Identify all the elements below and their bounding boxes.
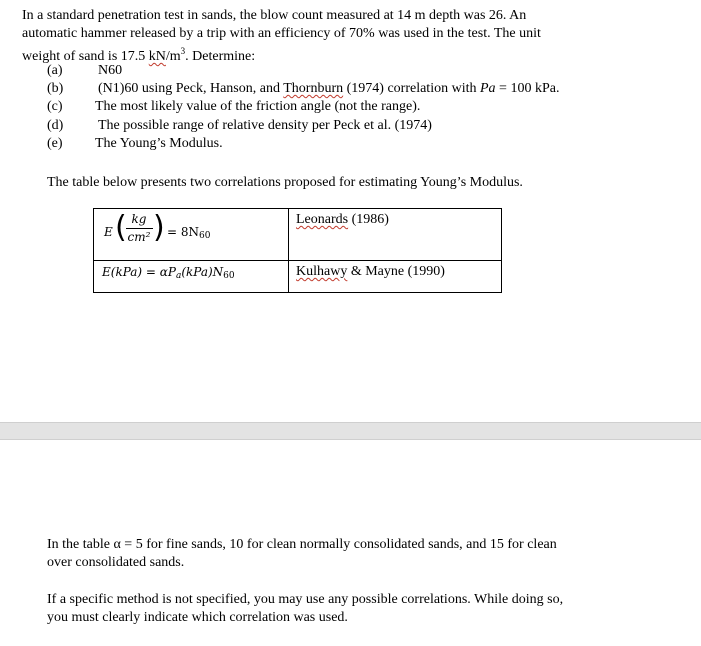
formula-rhs: = 8N60 (167, 225, 211, 241)
formula-denominator: cm² (127, 230, 151, 244)
youngs-modulus-table (93, 208, 502, 293)
item-a-label: (a) (47, 63, 63, 78)
left-paren: ( (115, 210, 127, 245)
item-e-label: (e) (47, 136, 63, 151)
table-row (94, 209, 502, 261)
formula-cell-leonards (94, 209, 289, 261)
unit-kn-spellcheck: kN (148, 49, 166, 64)
item-c-text: The most likely value of the friction angle (not the range). (95, 99, 421, 114)
right-paren: ) (153, 210, 165, 245)
item-b-text: (N1)60 using Peck, Hanson, and Thornburn (1974) correlation with Pa = 100 kPa. (98, 81, 560, 96)
fraction-bar (126, 228, 153, 229)
thornburn-spellcheck: Thornburn (283, 81, 344, 96)
formula-numerator: kg (131, 212, 147, 226)
item-a-text: N60 (98, 63, 123, 78)
item-b-label: (b) (47, 81, 64, 96)
item-e-text: The Young’s Modulus. (95, 136, 223, 151)
item-d-text: The possible range of relative density per Peck et al. (1974) (98, 118, 432, 133)
item-c-label: (c) (47, 99, 63, 114)
formula-cell-kulhawy: E(kPa) = αPa(kPa)N60 (94, 261, 289, 293)
table-row (94, 261, 502, 293)
intro-line-2: automatic hammer released by a trip with an efficiency of 70% was used in the test. The unit (22, 26, 541, 41)
note-method-line-2: you must clearly indicate which correlation was used. (47, 610, 348, 625)
page-break-gap (0, 422, 701, 440)
note-alpha-line-1: In the table α = 5 for fine sands, 10 for clean normally consolidated sands, and 15 for clean (47, 537, 557, 552)
table-intro: The table below presents two correlations proposed for estimating Young’s Modulus. (47, 175, 523, 190)
source-cell-kulhawy: Kulhawy & Mayne (1990) (289, 261, 502, 293)
note-method-line-1: If a specific method is not specified, you may use any possible correlations. While doing so, (47, 592, 564, 607)
note-alpha-line-2: over consolidated sands. (47, 555, 185, 570)
item-d-label: (d) (47, 118, 64, 133)
source-cell-leonards: Leonards (1986) (289, 209, 502, 261)
intro-line-1: In a standard penetration test in sands, the blow count measured at 14 m depth was 26. An (22, 8, 527, 23)
intro-line-3: weight of sand is 17.5 $kN/m^3$. Determine: (22, 46, 256, 64)
formula-e: E (104, 225, 113, 239)
